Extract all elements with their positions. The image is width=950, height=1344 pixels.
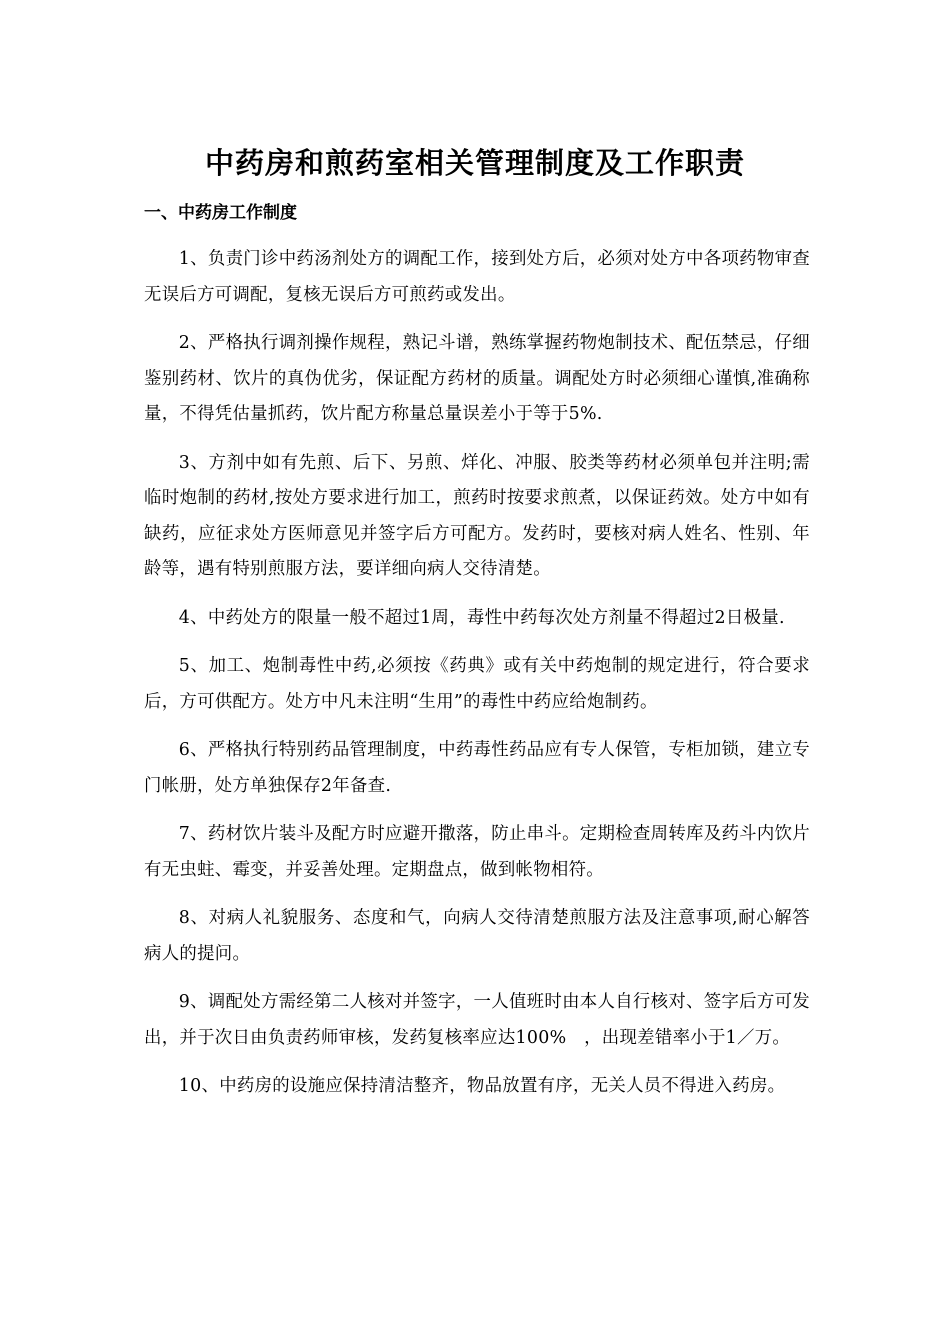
clause-5: 5、加工、炮制毒性中药,必须按《药典》或有关中药炮制的规定进行，符合要求后，方可供配方。处方中凡未注明“生用”的毒性中药应给炮制药。: [144, 656, 810, 712]
clause-list: [144, 242, 810, 1118]
document-title: 中药房和煎药室相关管理制度及工作职责: [204, 146, 745, 180]
section-heading: 一、中药房工作制度: [144, 203, 297, 223]
clause-8: 8、对病人礼貌服务、态度和气，向病人交待清楚煎服方法及注意事项,耐心解答病人的提问。: [144, 908, 810, 964]
clause-7: 7、药材饮片装斗及配方时应避开撒落，防止串斗。定期检查周转库及药斗内饮片有无虫蛀、霉变，并妥善处理。定期盘点，做到帐物相符。: [144, 824, 810, 880]
clause-2: 2、严格执行调剂操作规程，熟记斗谱，熟练掌握药物炮制技术、配伍禁忌，仔细鉴别药材、饮片的真伪优劣，保证配方药材的质量。调配处方时必须细心谨慎,准确称量，不得凭估量抓药，饮片配方称量总量误差小于等于5%.: [144, 333, 810, 424]
clause-3: 3、方剂中如有先煎、后下、另煎、烊化、冲服、胶类等药材必须单包并注明;需临时炮制的药材,按处方要求进行加工，煎药时按要求煎煮，以保证药效。处方中如有缺药，应征求处方医师意见并签字后方可配方。发药时，要核对病人姓名、性别、年龄等，遇有特别煎服方法，要详细向病人交待清楚。: [144, 452, 810, 579]
clause-10: 10、中药房的设施应保持清洁整齐，物品放置有序，无关人员不得进入药房。: [178, 1076, 786, 1096]
clause-4: 4、中药处方的限量一般不超过1周，毒性中药每次处方剂量不得超过2日极量.: [178, 607, 785, 628]
clause-9: 9、调配处方需经第二人核对并签字，一人值班时由本人自行核对、签字后方可发出，并于次日由负责药师审核，发药复核率应达100% ，出现差错率小于1／万。: [144, 992, 810, 1048]
clause-1: 1、负责门诊中药汤剂处方的调配工作，接到处方后，必须对处方中各项药物审查无误后方可调配，复核无误后方可煎药或发出。: [144, 249, 810, 305]
clause-6: 6、严格执行特别药品管理制度，中药毒性药品应有专人保管，专柜加锁，建立专门帐册，处方单独保存2年备查.: [144, 740, 810, 796]
